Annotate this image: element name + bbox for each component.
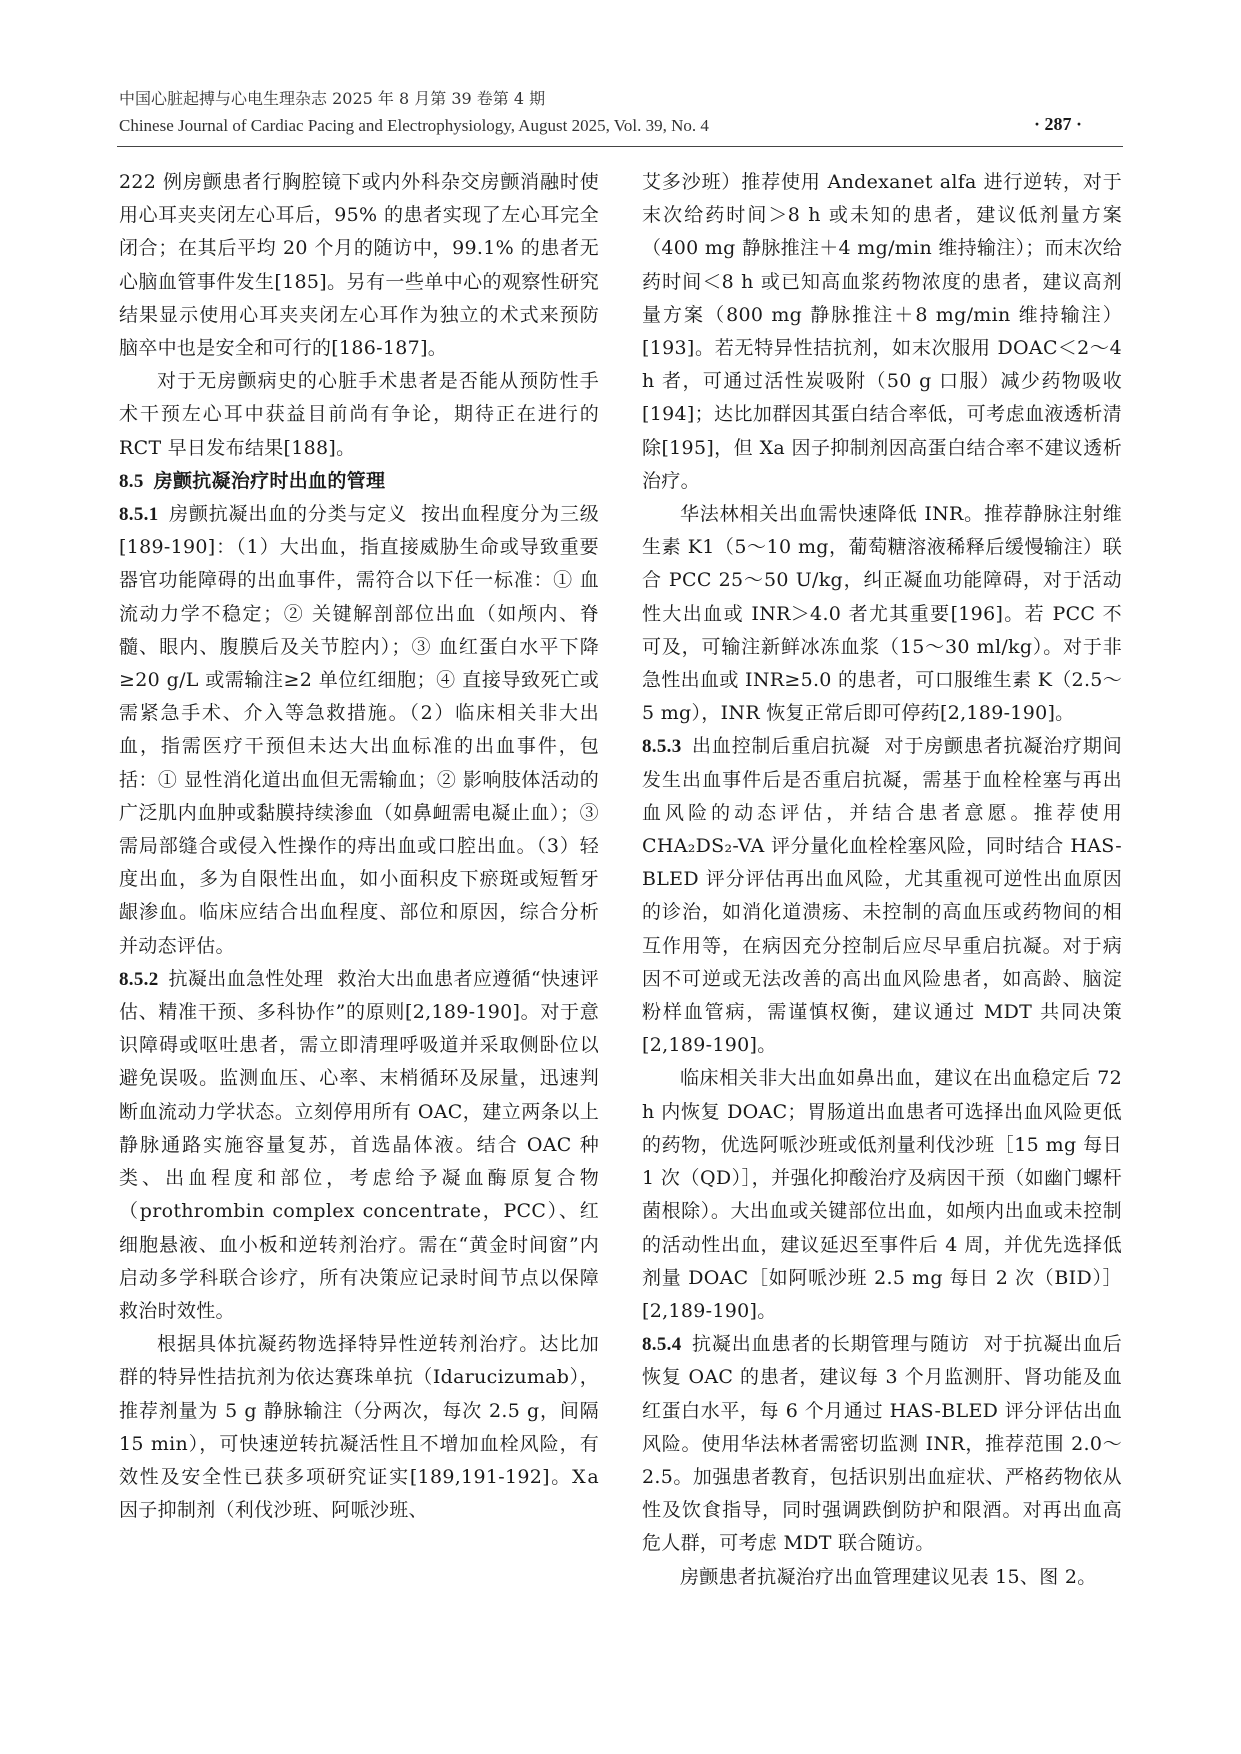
subsection-8-5-4 (642, 1328, 1122, 1560)
paragraph: 华法林相关出血需快速降低 INR。推荐静脉注射维生素 K1（5～10 mg，葡萄糖溶液稀释后缓慢输注）联合 PCC 25～50 U/kg，纠正凝血功能障碍，对于活动性大出血或 INR＞4.0 者尤其重要[196]。若 PCC 不可及，可输注新鲜冰冻血浆（15～30 ml/kg）。对于非急性出血或 INR≥5.0 的患者，可口服维生素 K（2.5～5 mg），INR 恢复正常后即可停药[2,189-190]。 (642, 503, 1122, 725)
subsection-8-5-2 (119, 963, 599, 1328)
section-title: 出血控制后重启抗凝 (691, 735, 871, 758)
section-body: 对于房颤患者抗凝治疗期间发生出血事件后是否重启抗凝，需基于血栓栓塞与再出血风险的动态评估，并结合患者意愿。推荐使用 CHA₂DS₂-VA 评分量化血栓栓塞风险，同时结合 HAS-BLED 评分评估再出血风险，尤其重视可逆性出血原因的诊治，如消化道溃疡、未控制的高血压或药物间的相互作用等，在病因充分控制后应尽早重启抗凝。对于病因不可逆或无法改善的高出血风险患者，如高龄、脑淀粉样血管病，需谨慎权衡，建议通过 MDT 共同决策[2,189-190]。 (642, 735, 1122, 1057)
section-body: 救治大出血患者应遵循“快速评估、精准干预、多科协作”的原则[2,189-190]。对于意识障碍或呕吐患者，需立即清理呼吸道并采取侧卧位以避免误吸。监测血压、心率、末梢循环及尿量，迅速判断血流动力学状态。立刻停用所有 OAC，建立两条以上静脉通路实施容量复苏，首选晶体液。结合 OAC 种类、出血程度和部位，考虑给予凝血酶原复合物（prothrombin complex concentrate，PCC）、红细胞悬液、血小板和逆转剂治疗。需在“黄金时间窗”内启动多学科联合诊疗，所有决策应记录时间节点以保障救治时效性。 (119, 967, 599, 1322)
section-title: 抗凝出血急性处理 (168, 967, 324, 990)
paragraph: 艾多沙班）推荐使用 Andexanet alfa 进行逆转，对于末次给药时间＞8 h 或未知的患者，建议低剂量方案（400 mg 静脉推注＋4 mg/min 维持输注）；而末次给药时间＜8 h 或已知高血浆药物浓度的患者，建议高剂量方案（800 mg 静脉推注＋8 mg/min 维持输注）[193]。若无特异性拮抗剂，如末次服用 DOAC＜2～4 h 者，可通过活性炭吸附（50 g 口服）减少药物吸收[194]；达比加群因其蛋白结合率低，可考虑血液透析清除[195]，但 Xa 因子抑制剂因高蛋白结合率不建议透析治疗。 (642, 171, 1122, 492)
right-column (642, 166, 1122, 1594)
paragraph: 222 例房颤患者行胸腔镜下或内外科杂交房颤消融时使用心耳夹夹闭左心耳后，95% 的患者实现了左心耳完全闭合；在其后平均 20 个月的随访中，99.1% 的患者无心脑血管事件发生[185]。另有一些单中心的观察性研究结果显示使用心耳夹夹闭左心耳作为独立的术式来预防脑卒中也是安全和可行的[186-187]。 (119, 171, 599, 360)
paragraph: 根据具体抗凝药物选择特异性逆转剂治疗。达比加群的特异性拮抗剂为依达赛珠单抗（Idarucizumab），推荐剂量为 5 g 静脉输注（分两次，每次 2.5 g，间隔 15 min），可快速逆转抗凝活性且不增加血栓风险，有效性及安全性已获多项研究证实[189,191-192]。Ⅹa 因子抑制剂（利伐沙班、阿哌沙班、 (119, 1333, 599, 1522)
section-body: 按出血程度分为三级[189-190]：（1）大出血，指直接威胁生命或导致重要器官功能障碍的出血事件，需符合以下任一标准：① 血流动力学不稳定；② 关键解剖部位出血（如颅内、脊髓、眼内、腹膜后及关节腔内）；③ 血红蛋白水平下降≥20 g/L 或需输注≥2 单位红细胞；④ 直接导致死亡或需紧急手术、介入等急救措施。（2）临床相关非大出血，指需医疗干预但未达大出血标准的出血事件，包括：① 显性消化道出血但无需输血；② 影响肢体活动的广泛肌内血肿或黏膜持续渗血（如鼻衄需电凝止血）；③ 需局部缝合或侵入性操作的痔出血或口腔出血。（3）轻度出血，多为自限性出血，如小面积皮下瘀斑或短暂牙龈渗血。临床应结合出血程度、部位和原因，综合分析并动态评估。 (119, 503, 599, 957)
section-number: 8.5.2 (119, 968, 159, 990)
section-number: 8.5 (119, 470, 144, 492)
section-heading-8-5 (119, 465, 599, 498)
section-number: 8.5.4 (642, 1334, 682, 1356)
section-title: 抗凝出血患者的长期管理与随访 (691, 1333, 970, 1356)
paragraph: 临床相关非大出血如鼻出血，建议在出血稳定后 72 h 内恢复 DOAC；胃肠道出血患者可选择出血风险更低的药物，优选阿哌沙班或低剂量利伐沙班［15 mg 每日 1 次（QD）］，并强化抑酸治疗及病因干预（如幽门螺杆菌根除）。大出血或关键部位出血，如颅内出血或未控制的活动性出血，建议延迟至事件后 4 周，并优先选择低剂量 DOAC［如阿哌沙班 2.5 mg 每日 2 次（BID）］[2,189-190]。 (642, 1067, 1122, 1322)
header-rule (117, 146, 1123, 147)
section-number: 8.5.3 (642, 736, 682, 758)
subsection-8-5-3 (642, 730, 1122, 1062)
paragraph: 房颤患者抗凝治疗出血管理建议见表 15、图 2。 (680, 1565, 1097, 1588)
section-body: 对于抗凝出血后恢复 OAC 的患者，建议每 3 个月监测肝、肾功能及血红蛋白水平，每 6 个月通过 HAS-BLED 评分评估出血风险。使用华法林者需密切监测 INR，推荐范围 2.0～2.5。加强患者教育，包括识别出血症状、严格药物依从性及饮食指导，同时强调跌倒防护和限酒。对再出血高危人群，可考虑 MDT 联合随访。 (642, 1333, 1123, 1555)
journal-header-english: Chinese Journal of Cardiac Pacing and Electrophysiology, August 2025, Vol. 39, No. 4 (119, 116, 709, 135)
page-number: · 287 · (1034, 114, 1083, 134)
section-number: 8.5.1 (119, 504, 159, 526)
paragraph: 对于无房颤病史的心脏手术患者是否能从预防性手术干预左心耳中获益目前尚有争论，期待正在进行的 RCT 早日发布结果[188]。 (119, 370, 599, 459)
journal-header-chinese: 中国心脏起搏与心电生理杂志 2025 年 8 月第 39 卷第 4 期 (119, 89, 546, 108)
section-title: 房颤抗凝治疗时出血的管理 (153, 469, 386, 492)
left-column (119, 166, 599, 1527)
subsection-8-5-1 (119, 498, 599, 963)
section-title: 房颤抗凝出血的分类与定义 (168, 503, 408, 526)
